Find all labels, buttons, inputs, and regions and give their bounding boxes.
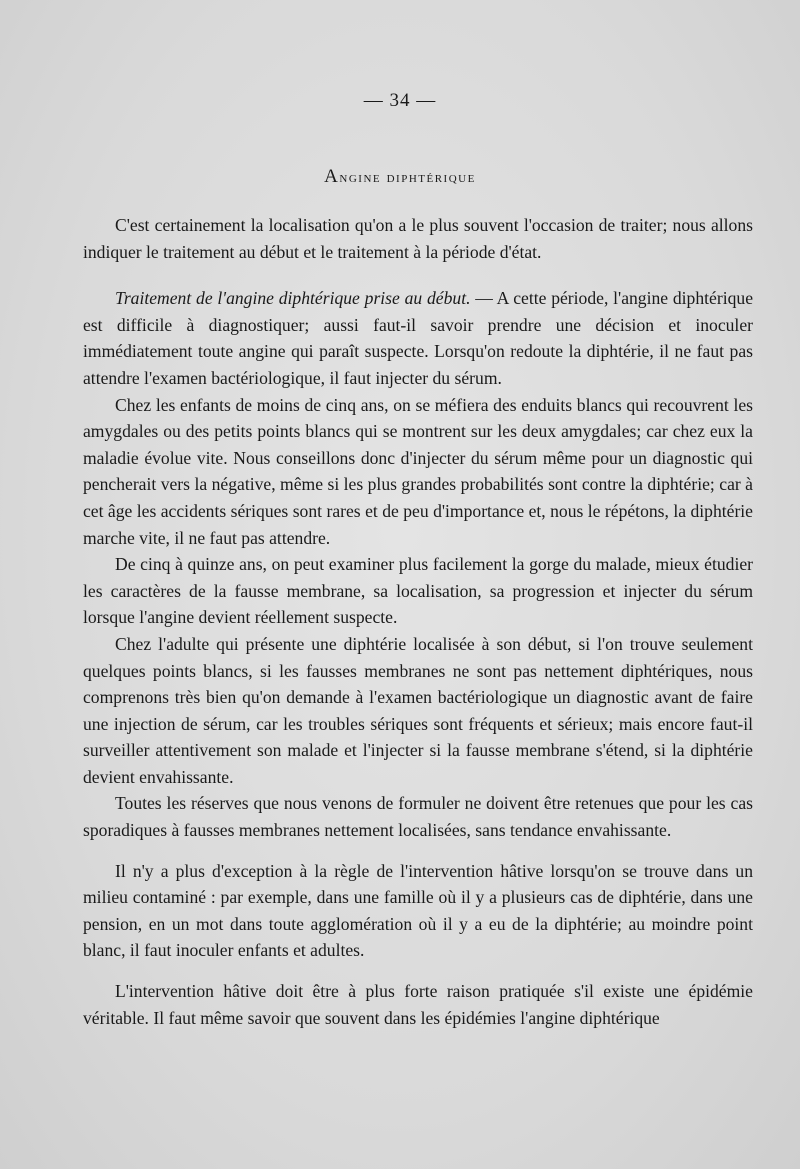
heading-rest: ngine diphtérique [339, 169, 476, 186]
paragraph-lead: Traitement de l'angine diphtérique prise au début. [115, 288, 471, 309]
heading-initial: A [324, 166, 340, 187]
page-number: — 34 — [363, 90, 437, 111]
paragraph-adulte: Chez l'adulte qui présente une diphtérie localisée à son début, si l'on trouve seulement quelques points blancs, si les fausses membranes ne sont pas nettement diphtériques, nous comprenons très bien qu'on demande à l'examen bactériologique un diagnostic avant de faire une injection de sérum, car les troubles sériques sont fréquents et sérieux; mais encore faut-il surveiller attentivement son malade et l'injecter si la fausse membrane s'étend, si la diphtérie devient envahissante. [83, 633, 753, 787]
paragraph-epidemie: L'intervention hâtive doit être à plus forte raison pratiquée s'il existe une épidémie véritable. Il faut même savoir que souvent dans les épidémies l'angine diphtérique [83, 981, 753, 1028]
paragraph-enfants: Chez les enfants de moins de cinq ans, on se méfiera des enduits blancs qui recouvrent les amygdales ou des petits points blancs qui se montrent sur les deux amygdales; car chez eux la maladie évolue vite. Nous conseillons donc d'injecter du sérum même pour un diagnostic qui pencherait vers la négative, même si les plus grandes probabilités sont contre la diphtérie; car à cet âge les accidents sériques sont rares et de peu d'importance et, nous le répétons, la diphtérie marche vite, il ne faut pas attendre. [83, 394, 753, 548]
paragraph-body: — A cette période, l'angine diphtérique est difficile à diagnostiquer; aussi faut-il savoir prendre une décision et inoculer immédiatement toute angine qui paraît suspecte. Lorsqu'on redoute la diphtérie, il ne faut pas attendre l'examen bactériologique, il faut injecter du sérum. [83, 288, 753, 388]
paragraph-intro: C'est certainement la localisation qu'on a le plus souvent l'occasion de traiter; nous allons indiquer le traitement au début et le traitement à la période d'état. [83, 215, 753, 262]
body-text [83, 212, 753, 1031]
paragraph-cinq-quinze: De cinq à quinze ans, on peut examiner plus facilement la gorge du malade, mieux étudier les caractères de la fausse membrane, sa localisation, sa progression et injecter du sérum lorsque l'angine devient réellement suspecte. [83, 554, 753, 628]
paragraph-reserves: Toutes les réserves que nous venons de formuler ne doivent être retenues que pour les cas sporadiques à fausses membranes nettement localisées, sans tendance envahissante. [83, 793, 753, 841]
section-heading [0, 166, 800, 188]
paragraph-milieu-contamine: Il n'y a plus d'exception à la règle de l'intervention hâtive lorsqu'on se trouve dans un milieu contaminé : par exemple, dans une famille où il y a plusieurs cas de diphtérie, dans une pension, en un mot dans toute agglomération où il y a eu de la diphtérie; au moindre point blanc, il faut inoculer enfants et adultes. [83, 860, 753, 961]
paragraph-traitement-debut [83, 285, 753, 391]
